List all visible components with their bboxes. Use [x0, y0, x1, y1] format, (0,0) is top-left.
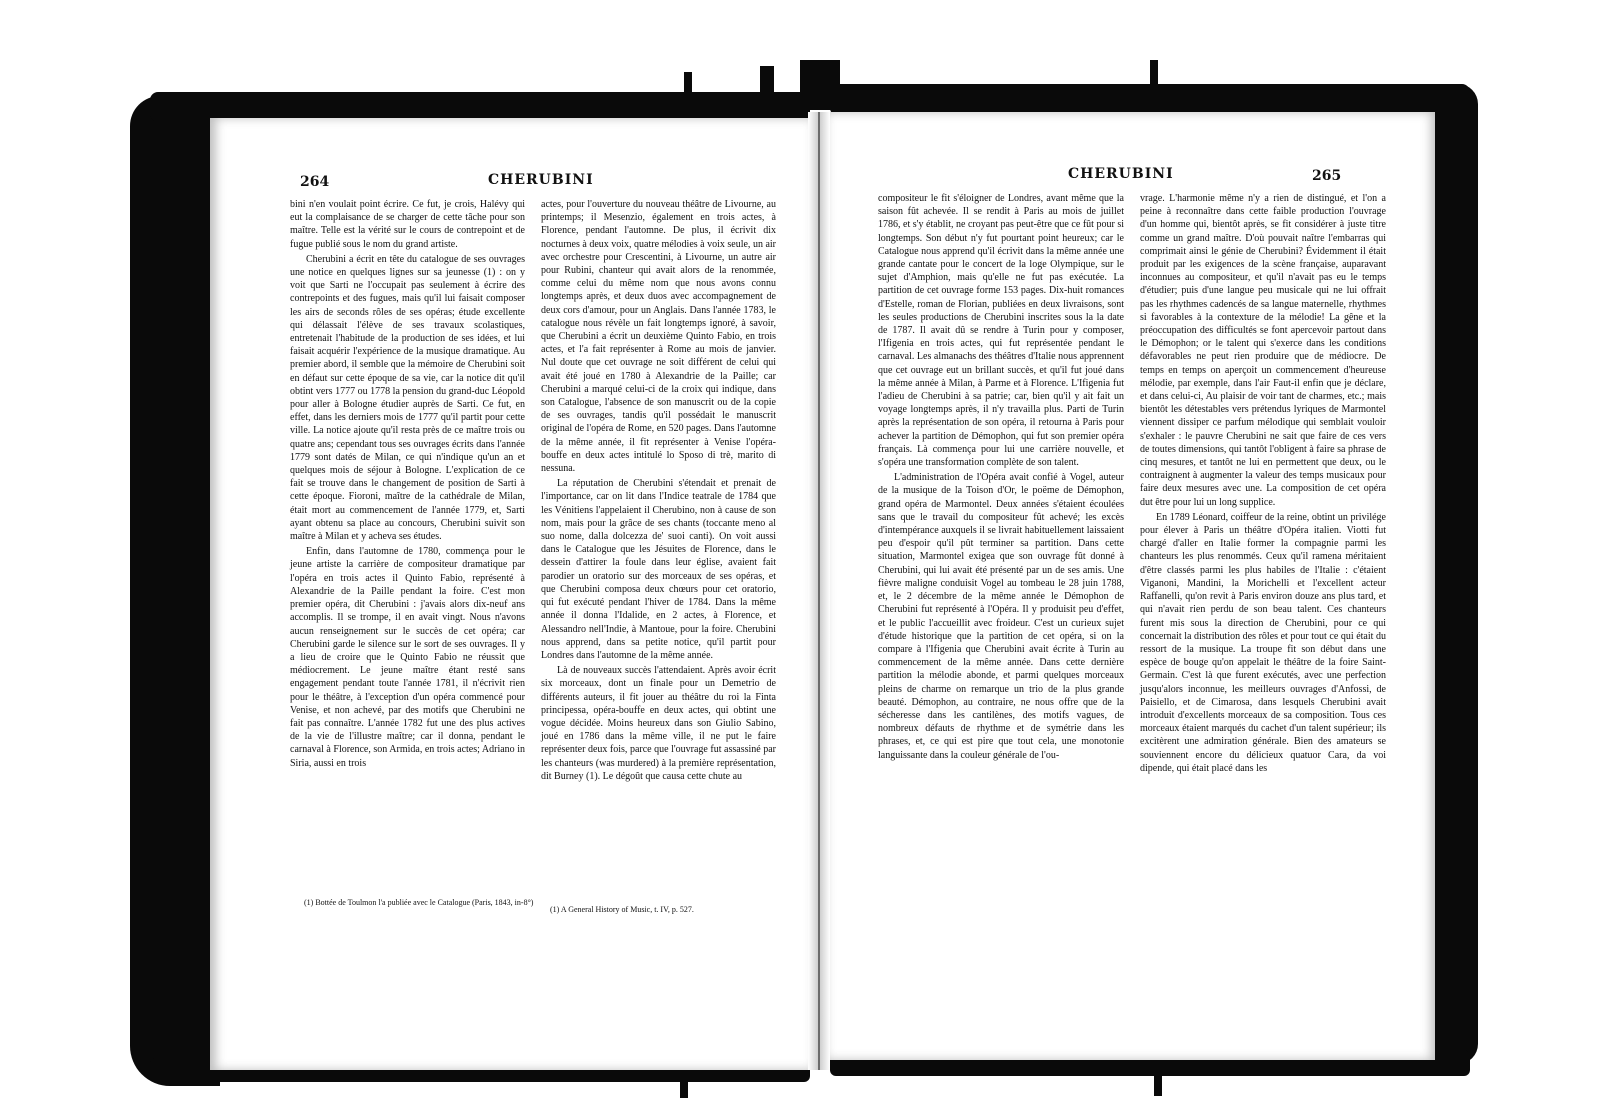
- scan-clip-5: [680, 1068, 688, 1098]
- column-2-left: [541, 198, 776, 783]
- right-page: [830, 112, 1435, 1060]
- running-header-left: CHERUBINI: [488, 172, 594, 188]
- paragraph: La réputation de Cherubini s'étendait et prenait de l'importance, car on lit dans l'Indice teatrale de 1784 que les Vénitiens l'appelaient il Cherubino, non à cause de son nom, mais pour la grâce de ses chants (toccante meno al suo nome, dalla dolcezza de' suoi canti). On voit aussi dans le Catalogue que les Jésuites de Florence, dans le dessein d'attirer la foule dans leur église, avaient fait parodier un oratorio sur des morceaux de ses opéras, et que Cherubini composa deux chœurs pour cet oratorio, qui fut exécuté pendant l'hiver de 1784. Dans la même année il donna l'Idalide, en 2 actes, à Florence, et Alessandro nell'Indie, à Mantoue, pour la foire. Cherubini nous apprend, dans sa petite notice, qu'il partit pour Londres dans l'automne de la même année.: [541, 478, 776, 661]
- column-1-left: [290, 198, 525, 783]
- running-header-right: CHERUBINI: [1068, 166, 1174, 182]
- paragraph: actes, pour l'ouverture du nouveau théâtre de Livourne, au printemps; il Mesenzio, également en trois actes, à Florence, pendant l'automne. De plus, il écrivit dix nocturnes à deux voix, quatre mélodies à voix seule, un air avec orchestre pour Crescentini, à Livourne, un autre air pour Rubini, chanteur qui avait alors de la renommée, comme celui du même nom que nous avons connu longtemps après, et deux duos avec accompagnement de deux cors d'amour, pour un Anglais. Dans l'année 1783, le catalogue nous révèle un fait longtemps ignoré, à savoir, que Cherubini a écrit un deuxième Quinto Fabio, en trois actes, et l'a fait représenter à Rome au mois de janvier. Nul doute que cet ouvrage ne soit différent de celui qui avait été joué en 1780 à Alexandrie de la Paille; car Cherubini a marqué celui-ci de la croix qui indique, dans son Catalogue, l'absence de son manuscrit ou de la copie de ses ouvrages, tandis qu'il possédait le manuscrit original de l'opéra de Rome, en 520 pages. Dans l'automne de la même année, il fit représenter à Venise l'opéra-bouffe en deux actes intitulé lo Sposo di trè, marito di nessuna.: [541, 199, 776, 475]
- paragraph: vrage. L'harmonie même n'y a rien de distingué, et l'on a peine à reconnaître dans cette faible production l'ouvrage d'un homme qui, bientôt après, se fit considérer à juste titre comme un grand maître. D'où pouvait naître l'embarras qui comprimait ainsi le génie de Cherubini? Évidemment il était produit par les exigences de la scène française, auparavant inconnues au compositeur, et qu'il n'avait pas eu le temps d'étudier; puis d'une langue peu musicale qui ne lui offrait pas les rhythmes cadencés de sa langue maternelle, rhythmes si favorables à la contexture de la mélodie! La gêne et la préoccupation des difficultés se font apercevoir partout dans le Démophon; or le talent qui s'exerce dans les conditions défavorables ne peut rien produire que de médiocre. De temps en temps on aperçoit un commencement d'heureuse mélodie, par exemple, dans l'air Faut-il enfin que je déclare, et dans celui-ci, Au plaisir de voir tant de charmes, etc.; mais bientôt les détestables vers prétendus lyriques de Marmontel viennent dissiper ce parfum mélodique qui semblait vouloir s'exhaler : le pauvre Cherubini ne sait que faire de ces vers de toutes dimensions, qui tantôt l'obligent à faire sa phrase de cinq mesures, et tantôt ne lui en permettent que deux, ou le contraignent à augmenter la valeur des temps musicaux pour faire deux mesures avec une. La composition de cet opéra dut être pour lui un long supplice.: [1140, 193, 1386, 508]
- left-page: [210, 118, 808, 1070]
- paragraph: En 1789 Léonard, coiffeur de la reine, obtint un privilége pour élever à Paris un théâtre d'Opéra italien. Viotti fut chargé d'aller en Italie former la compagnie parmi les chanteurs les plus renommés. Ceux qu'il ramena méritaient d'être classés parmi les plus habiles de l'Italie : c'étaient Viganoni, Mandini, la Morichelli et l'excellent acteur Raffanelli, qu'on revit à Paris environ douze ans plus tard, et qui n'avait rien perdu de son beau talent. Ces chanteurs furent mis sous la direction de Cherubini, pour ce qui concernait la distribution des rôles et pour tout ce qui était du ressort de la musique. La troupe fit son début dans une espèce de bouge qu'on appelait le théâtre de la foire Saint-Germain. C'est là que furent exécutés, avec une perfection jusqu'alors inconnue, les meilleurs ouvrages d'Anfossi, de Paisiello, et de Cimarosa, dans lesquels Cherubini avait introduit d'excellents morceaux de sa composition. Tous ces morceaux étaient marqués du cachet d'un talent supérieur; ils excitèrent une admiration générale. Bien des amateurs se souviennent encore du délicieux quatuor Cara, da voi dipende, qui était placé dans les: [1140, 511, 1386, 774]
- text-columns-left: [290, 198, 776, 783]
- scan-clip-6: [1154, 1060, 1162, 1096]
- paragraph: Cherubini a écrit en tête du catalogue de ses ouvrages une notice en quelques lignes sur sa jeunesse (1) : on y voit que Sarti ne l'occupait pas seulement à écrire des contrepoints et des fugues, mais qu'il lui faisait composer les airs de seconds rôles de ses opéras; étude excellente qui délassait l'élève de ses travaux scolastiques, entretenait l'habitude de la production de ses idées, et lui faisait acquérir l'expérience de la musique dramatique. Au premier abord, il semble que la mémoire de Cherubini soit en défaut sur cette époque de sa vie, car la notice dit qu'il obtint vers 1777 ou 1778 la pension du grand-duc Léopold pour aller à Bologne étudier auprès de Sarti. Ce fut, en effet, dans les derniers mois de 1777 qu'il partit pour cette ville. La notice ajoute qu'il resta près de ce maître trois ou quatre ans; cependant tous ses ouvrages écrits dans l'année 1779 sont datés de Milan, ce qui n'indique qu'un an et quelques mois de séjour à Bologne. L'explication de ce fait se trouve dans le changement de position de Sarti à cette époque. Fioroni, maître de la cathédrale de Milan, était mort au commencement de l'année 1779, et, Sarti ayant obtenu sa place au concours, Cherubini suivit son maître à Milan et y acheva ses études.: [290, 253, 525, 543]
- paragraph: bini n'en voulait point écrire. Ce fut, je crois, Halévy qui eut la complaisance de se charger de cette tâche pour son maître. Telle est la vérité sur le cours de contrepoint et de fugue publié sous le nom du grand artiste.: [290, 199, 525, 250]
- scan-border-left: [130, 96, 220, 1086]
- text-columns-right: [878, 192, 1386, 775]
- scan-border-right: [1430, 84, 1478, 1064]
- scan-clip-4: [1150, 60, 1158, 100]
- paragraph: L'administration de l'Opéra avait confié à Vogel, auteur de la musique de la Toison d'Or, le poëme de Démophon, grand opéra de Marmontel. Deux années s'étaient écoulées sans que le travail du compositeur fût achevé; les excès d'intempérance auxquels il se livrait habituellement laissaient peu d'espoir qu'il pût terminer sa partition. Dans cette situation, Marmontel exigea que son ouvrage fût donné à Cherubini, qui lui avait été présenté par un de ses amis. Une fièvre maligne conduisit Vogel au tombeau le 28 juin 1788, et, le 2 décembre de la même année le Démophon de Cherubini fut représenté à l'Opéra. Il y produisit peu d'effet, et le public l'accueillit avec froideur. C'est un curieux sujet d'étude historique que la partition de cet opéra, si on la compare à l'Ifigenia que Cherubini avait écrite à Turin au commencement de la même année. Dans cette dernière partition la mélodie abonde, et parmi quelques morceaux pleins de charme on remarque un trio de la plus grande beauté. Démophon, au contraire, ne nous offre que de la sécheresse dans les cantilènes, des motifs vagues, de nombreux défauts de rhythme et de symétrie dans les phrases, et, ce qui est pire que tout cela, une monotonie languissante dans la couleur générale de l'ou-: [878, 472, 1124, 761]
- paragraph: Là de nouveaux succès l'attendaient. Après avoir écrit six morceaux, dont un finale pour un Demetrio de différents auteurs, il fit jouer au théâtre du roi la Finta principessa, opéra-bouffe en deux actes, qui obtint une vogue décidée. Moins heureux dans son Giulio Sabino, joué en 1786 dans la même ville, il ne put le faire représenter deux fois, parce que l'ouvrage fut assassiné par les chanteurs (was murdered) à la première représentation, dit Burney (1). Le dégoût que causa cette chute au: [541, 665, 776, 782]
- scan-clip-3: [800, 60, 840, 110]
- book-gutter: [808, 112, 830, 1070]
- scan-clip-1: [684, 72, 692, 112]
- paragraph: compositeur le fit s'éloigner de Londres, avant même que la saison fût achevée. Il se rendit à Paris au mois de juillet 1786, et s'y établit, ne croyant pas peut-être que ce fût pour si longtemps. Son début n'y fut pourtant point heureux; car le Catalogue nous apprend qu'il écrivit dans la même année une grande cantate pour le concert de la loge Olympique, sur le sujet d'Amphion, mais qu'elle ne fut pas exécutée. La partition de cet ouvrage forme 153 pages. Dix-huit romances d'Estelle, roman de Florian, publiées en deux livraisons, sont les seules productions de Cherubini inscrites sous la la date de 1787. Il avait dû se rendre à Turin pour y composer, l'Ifigenia en trois actes, qui fut représentée pendant le carnaval. Les almanachs des théâtres d'Italie nous apprennent que cet ouvrage eut un brillant succès, et qu'il fut joué dans la même année à Milan, à Parme et à Florence. L'Ifigenia fut l'adieu de Cherubini à sa patrie; car, bien qu'il y ait fait un voyage longtemps après, il n'y travailla plus. Parti de Turin après la représentation de son opéra, il retourna à Paris pour achever la partition de Démophon, qui fut son premier opéra français. Là commença pour lui une carrière nouvelle, et s'opéra une transformation complète de son talent.: [878, 193, 1124, 469]
- column-1-right: [878, 192, 1124, 775]
- page-number-left: 264: [300, 174, 330, 190]
- paragraph: Enfin, dans l'automne de 1780, commença pour le jeune artiste la carrière de compositeur dramatique par l'opéra en trois actes il Quinto Fabio, représenté à Alexandrie de la Paille pendant la foire. C'est mon premier opéra, dit Cherubini : j'avais alors dix-neuf ans accomplis. Il se trompe, il en avait vingt. Nous n'avons aucun renseignement sur le succès de cet opéra; car Cherubini garde le silence sur le sort de ses ouvrages. Il y a lieu de croire que le Quinto Fabio ne réussit que médiocrement. Le jeune maître étant resté sans engagement pendant toute l'année 1781, il n'écrivit rien pour le théâtre, à l'exception d'un opéra commencé pour Venise, et non achevé, par des motifs que Cherubini ne fait pas connaître. L'année 1782 fut une des plus actives de la vie de l'illustre maître; car il donna, pendant le carnaval à Florence, son Armida, en trois actes; Adriano in Siria, aussi en trois: [290, 546, 525, 769]
- column-2-right: [1140, 192, 1386, 775]
- page-number-right: 265: [1312, 168, 1342, 184]
- scan-clip-2: [760, 66, 774, 110]
- footnote: (1) A General History of Music, t. IV, p. 527.: [550, 905, 694, 914]
- footnote: (1) Bottée de Toulmon l'a publiée avec le Catalogue (Paris, 1843, in-8°): [304, 898, 534, 907]
